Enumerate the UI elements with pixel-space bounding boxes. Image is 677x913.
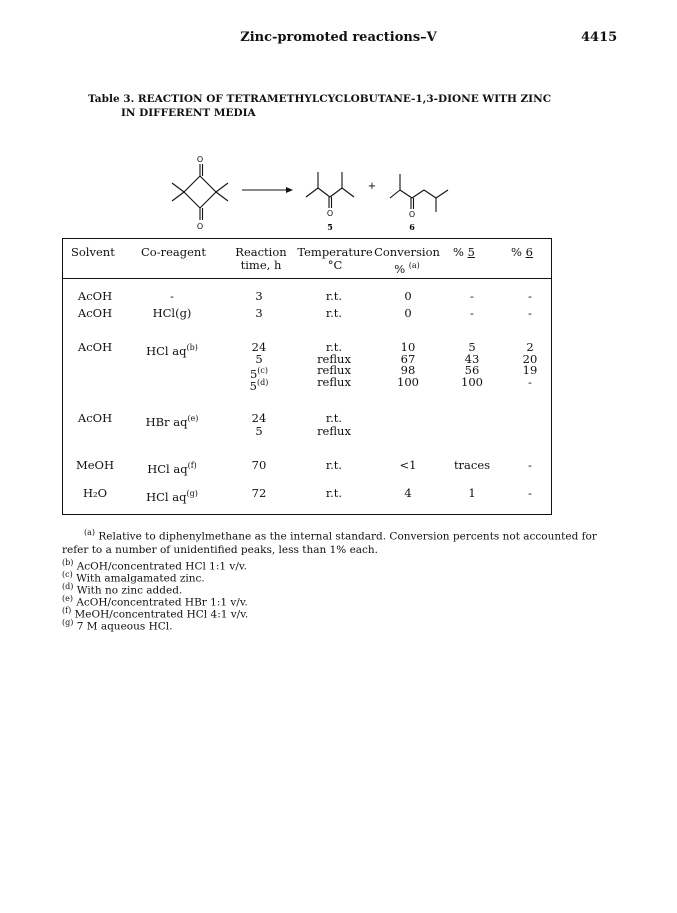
footnote-mark: (d) (62, 582, 74, 591)
cell-coreagent-text: - (170, 289, 174, 303)
header-rule (63, 278, 551, 279)
header-temperature-line2: °C (327, 258, 343, 272)
cell-p5-text: 43 (464, 352, 480, 366)
header-pct6-num: 6 (525, 245, 533, 259)
footnote-mark: (c) (62, 570, 73, 579)
compound-label-6: 6 (409, 222, 415, 230)
cell-p5-text: - (470, 306, 474, 320)
cell-p6-text: 2 (526, 340, 534, 354)
header-pct-5 (453, 246, 475, 259)
page-number: 4415 (581, 30, 618, 45)
cell-temp-text: r.t. (325, 458, 343, 472)
product-5-structure (306, 172, 354, 208)
cell-temp (294, 459, 374, 472)
cell-time-text: 5 (255, 352, 263, 366)
cell-solvent (55, 412, 135, 425)
cell-p6-text: - (528, 458, 532, 472)
cell-temp-text: reflux (317, 375, 351, 389)
footnote-text: Relative to diphenylmethane as the internal standard. Conversion percents not accounted for (98, 530, 597, 543)
compound-label-5: 5 (327, 222, 333, 230)
cell-conv-text: 98 (400, 363, 416, 377)
cell-p6-text: - (528, 289, 532, 303)
cell-solvent (55, 487, 135, 500)
reaction-arrow (242, 187, 293, 193)
footnote-line (62, 616, 172, 634)
footnote-mark: (a) (84, 528, 96, 537)
cell-time (219, 376, 299, 393)
cyclobutanedione-structure (172, 164, 228, 220)
running-head: Zinc-promoted reactions–V (240, 30, 437, 45)
footnote-text: refer to a number of unidentified peaks, less than 1% each. (62, 544, 379, 556)
cell-coreagent (132, 290, 212, 303)
header-temperature (295, 246, 375, 272)
header-pct5-prefix: % (453, 245, 468, 259)
cell-p5-text: 5 (468, 340, 476, 354)
cell-coreagent-text: HCl aq (147, 461, 188, 476)
header-reaction-line1: Reaction (235, 245, 287, 259)
cell-temp (294, 290, 374, 303)
footnote-mark: (g) (62, 618, 74, 627)
cell-p6-text: - (528, 375, 532, 389)
footnote-text: With no zinc added. (76, 584, 183, 597)
footnote-text: MeOH/concentrated HCl 4:1 v/v. (74, 608, 249, 621)
cell-time-text: 3 (255, 306, 263, 320)
cell-time-text: 3 (255, 289, 263, 303)
cell-time-sup: (d) (256, 378, 269, 387)
reaction-scheme (150, 152, 490, 230)
svg-text:O: O (408, 210, 416, 219)
header-conversion (369, 246, 445, 276)
cell-time-sup: (c) (257, 366, 269, 375)
cell-time-text: 5 (249, 378, 257, 393)
cell-coreagent (132, 487, 212, 504)
cell-coreagent-text: HBr aq (145, 414, 188, 429)
cell-temp-text: reflux (317, 363, 351, 377)
cell-p6 (490, 290, 570, 303)
cell-coreagent-sup: (b) (186, 343, 198, 352)
cell-temp (294, 376, 374, 389)
header-conversion-line1: Conversion (374, 245, 440, 259)
cell-p6-text: - (528, 306, 532, 320)
header-solvent: Solvent (71, 245, 115, 259)
header-temperature-line1: Temperature (297, 245, 373, 259)
cell-temp (294, 425, 374, 438)
cell-p5-text: 100 (461, 375, 483, 389)
cell-temp-text: reflux (317, 352, 351, 366)
header-conversion-sup: (a) (408, 261, 420, 270)
cell-time-text: 70 (251, 458, 267, 472)
plus-sign: + (367, 181, 377, 192)
svg-text:O: O (196, 222, 204, 230)
cell-temp-text: r.t. (325, 411, 343, 425)
footnote-text: AcOH/concentrated HCl 1:1 v/v. (76, 560, 247, 573)
footnote-text: With amalgamated zinc. (76, 572, 205, 585)
cell-solvent-text: AcOH (77, 340, 113, 354)
svg-text:O: O (196, 155, 204, 164)
cell-p6 (490, 376, 570, 389)
cell-p6-text: - (528, 486, 532, 500)
cell-solvent-text: H₂O (82, 486, 108, 500)
cell-conv-text: 100 (397, 375, 419, 389)
header-coreagent: Co-reagent (141, 245, 206, 259)
cell-coreagent (132, 307, 212, 320)
cell-solvent-text: AcOH (77, 306, 113, 320)
cell-coreagent-text: HCl(g) (152, 306, 192, 320)
cell-temp-text: reflux (317, 424, 351, 438)
cell-time (219, 459, 299, 472)
data-table (62, 238, 552, 515)
footnote-text: 7 M aqueous HCl. (76, 620, 173, 633)
cell-p6 (490, 307, 570, 320)
cell-time-text: 72 (251, 486, 267, 500)
footnote-mark: (b) (62, 558, 74, 567)
cell-p5-text: traces (453, 458, 491, 472)
table-caption (88, 92, 558, 120)
cell-time-text: 24 (251, 411, 267, 425)
cell-solvent (55, 290, 135, 303)
cell-time (219, 425, 299, 438)
cell-time (219, 290, 299, 303)
cell-temp-text: r.t. (325, 340, 343, 354)
cell-solvent-text: AcOH (77, 289, 113, 303)
cell-p6-text: 19 (522, 363, 538, 377)
cell-coreagent (132, 459, 212, 476)
cell-solvent (55, 459, 135, 472)
cell-conv-text: 67 (400, 352, 416, 366)
cell-coreagent-sup: (g) (186, 489, 198, 498)
cell-temp (294, 487, 374, 500)
footnote-text: AcOH/concentrated HBr 1:1 v/v. (76, 596, 248, 609)
cell-solvent (55, 341, 135, 354)
cell-coreagent-text: HCl aq (146, 489, 187, 504)
cell-conv-text: 0 (404, 289, 412, 303)
header-reaction-time (231, 246, 291, 272)
cell-temp-text: r.t. (325, 306, 343, 320)
cell-p5-text: - (470, 289, 474, 303)
footnote-line (84, 526, 597, 544)
cell-p6 (490, 459, 570, 472)
cell-temp (294, 307, 374, 320)
cell-solvent-text: AcOH (77, 411, 113, 425)
product-6-structure (390, 174, 448, 212)
svg-text:O: O (326, 209, 334, 218)
cell-conv-text: 10 (400, 340, 416, 354)
cell-time-text: 5 (255, 424, 263, 438)
cell-p5-text: 1 (468, 486, 476, 500)
cell-coreagent-sup: (f) (187, 461, 197, 470)
caption-line-1: Table 3. REACTION OF TETRAMETHYLCYCLOBUTANE-1,3-DIONE WITH ZINC (88, 93, 552, 105)
footnote-mark: (f) (62, 606, 72, 615)
cell-coreagent-text: HCl aq (146, 343, 187, 358)
cell-conv-text: 4 (404, 486, 412, 500)
caption-line-2: IN DIFFERENT MEDIA (121, 107, 256, 119)
header-reaction-line2: time, h (240, 258, 282, 272)
cell-time (219, 307, 299, 320)
header-pct-6 (511, 246, 533, 259)
cell-p6-text: 20 (522, 352, 538, 366)
cell-time-text: 5 (249, 366, 258, 381)
cell-temp-text: r.t. (325, 486, 343, 500)
cell-conv-text: 0 (404, 306, 412, 320)
header-pct5-num: 5 (467, 245, 475, 259)
cell-temp-text: r.t. (325, 289, 343, 303)
cell-conv-text: <1 (399, 458, 417, 472)
header-conversion-line2: % (394, 261, 406, 276)
cell-solvent (55, 307, 135, 320)
cell-coreagent (132, 341, 212, 358)
cell-coreagent (132, 412, 212, 429)
cell-coreagent-sup: (e) (187, 414, 199, 423)
cell-p5-text: 56 (464, 363, 480, 377)
footnote-mark: (e) (62, 594, 73, 603)
cell-p6 (490, 487, 570, 500)
cell-time (219, 487, 299, 500)
cell-solvent-text: MeOH (75, 458, 115, 472)
header-pct6-prefix: % (511, 245, 526, 259)
cell-time-text: 24 (251, 340, 267, 354)
